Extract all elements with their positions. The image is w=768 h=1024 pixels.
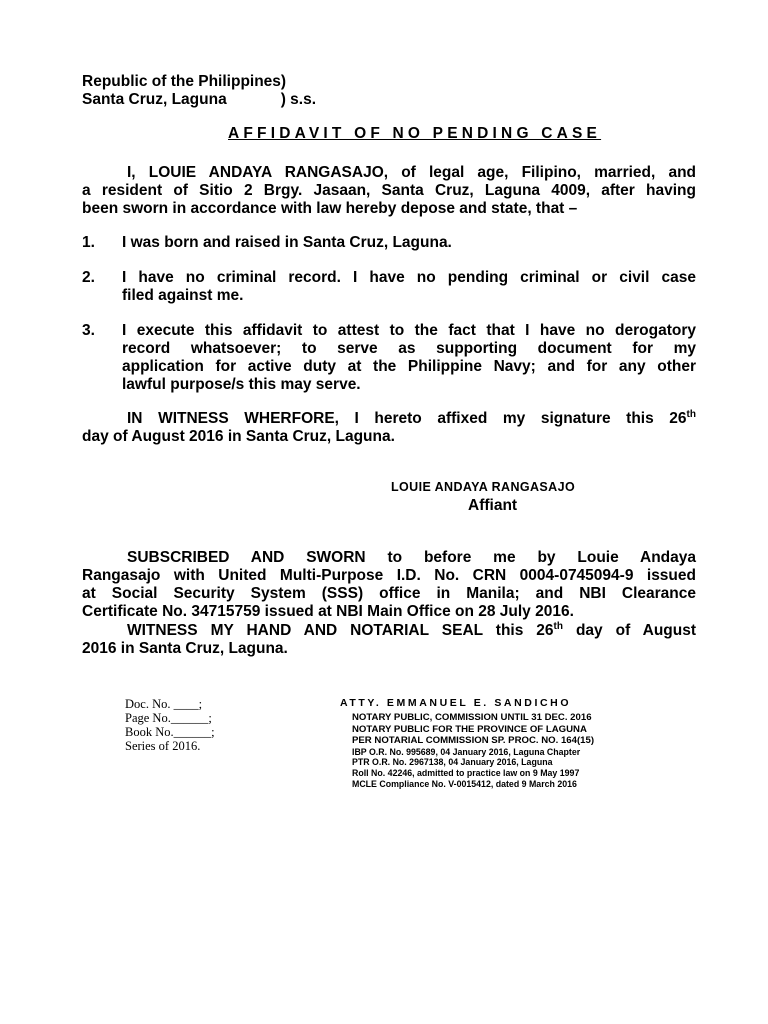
list-item-line: I have no criminal record. I have no pending criminal or civil case [122,269,696,286]
notary-detail-line: PER NOTARIAL COMMISSION SP. PROC. NO. 164(15) [352,735,595,747]
intro-line-1: I, LOUIE ANDAYA RANGASAJO, of legal age, Filipino, married, and [127,164,696,181]
seal-paragraph [82,622,696,658]
subscribed-line-2: Rangasajo with United Multi-Purpose I.D. No. CRN 0004-0745094-9 issued [82,567,696,584]
intro-line-3: been sworn in accordance with law hereby depose and state, that – [82,200,578,217]
venue-place-line [82,91,316,109]
notary-name: ATTY. EMMANUEL E. SANDICHO [340,697,572,709]
list-item-line: I was born and raised in Santa Cruz, Laguna. [122,234,452,251]
book-number: Book No.______; [125,725,215,739]
witness-line-1 [82,410,696,428]
witness-line-2: day of August 2016 in Santa Cruz, Laguna. [82,428,395,445]
list-item [82,322,696,394]
list-item-number: 3. [82,322,95,339]
notary-detail-line: PTR O.R. No. 2967138, 04 January 2016, Laguna [352,757,553,768]
list-item [82,269,696,305]
list-item-line: I execute this affidavit to attest to the fact that I have no derogatory [122,322,696,339]
witness-text: IN WITNESS WHERFORE, I hereto affixed my signature this 26 [127,410,687,427]
affiant-role: Affiant [468,497,518,514]
subscribed-paragraph [82,549,696,621]
notary-detail-line: MCLE Compliance No. V-0015412, dated 9 March 2016 [352,778,577,789]
witness-paragraph [82,410,696,446]
document-title: AFFIDAVIT OF NO PENDING CASE [228,125,602,142]
witness-sup: th [686,409,696,420]
notary-detail-line: Roll No. 42246, admitted to practice law on 9 May 1997 [352,767,580,778]
subscribed-line-1: SUBSCRIBED AND SWORN to before me by Louie Andaya [127,549,696,566]
list-item-number: 1. [82,234,95,251]
venue-header [82,73,316,109]
list-item-line: filed against me. [122,287,244,304]
list-item-number: 2. [82,269,95,286]
venue-republic: Republic of the Philippines) [82,73,287,90]
intro-paragraph [82,164,696,218]
subscribed-line-3: at Social Security System (SSS) office in Manila; and NBI Clearance [82,585,696,602]
doc-number: Doc. No. ____; [125,697,203,711]
list-item-line: lawful purpose/s this may serve. [122,376,361,393]
list-item-line: record whatsoever; to serve as supporting document for my [122,340,696,357]
series-year: Series of 2016. [125,739,201,753]
notary-detail-line: IBP O.R. No. 995689, 04 January 2016, Laguna Chapter [352,746,581,757]
venue-place: Santa Cruz, Laguna [82,91,227,108]
seal-line-1 [82,622,696,640]
notary-detail-line: NOTARY PUBLIC FOR THE PROVINCE OF LAGUNA [352,723,587,735]
seal-sup: th [553,621,563,632]
page-number: Page No.______; [125,711,212,725]
seal-text-b: day of August [563,622,697,639]
notary-details [352,712,594,789]
list-item-line: application for active duty at the Philippine Navy; and for any other [122,358,696,375]
intro-line-2: a resident of Sitio 2 Brgy. Jasaan, Santa Cruz, Laguna 4009, after having [82,182,696,199]
affiant-name: LOUIE ANDAYA RANGASAJO [391,480,576,494]
seal-line-2: 2016 in Santa Cruz, Laguna. [82,640,288,657]
venue-ss: ) s.s. [280,91,317,108]
subscribed-line-4: Certificate No. 34715759 issued at NBI Main Office on 28 July 2016. [82,603,574,620]
notary-detail-line: NOTARY PUBLIC, COMMISSION UNTIL 31 DEC. 2016 [352,712,592,723]
seal-text-a: WITNESS MY HAND AND NOTARIAL SEAL this 26 [127,622,554,639]
doc-info [125,697,215,753]
list-item [82,234,696,252]
